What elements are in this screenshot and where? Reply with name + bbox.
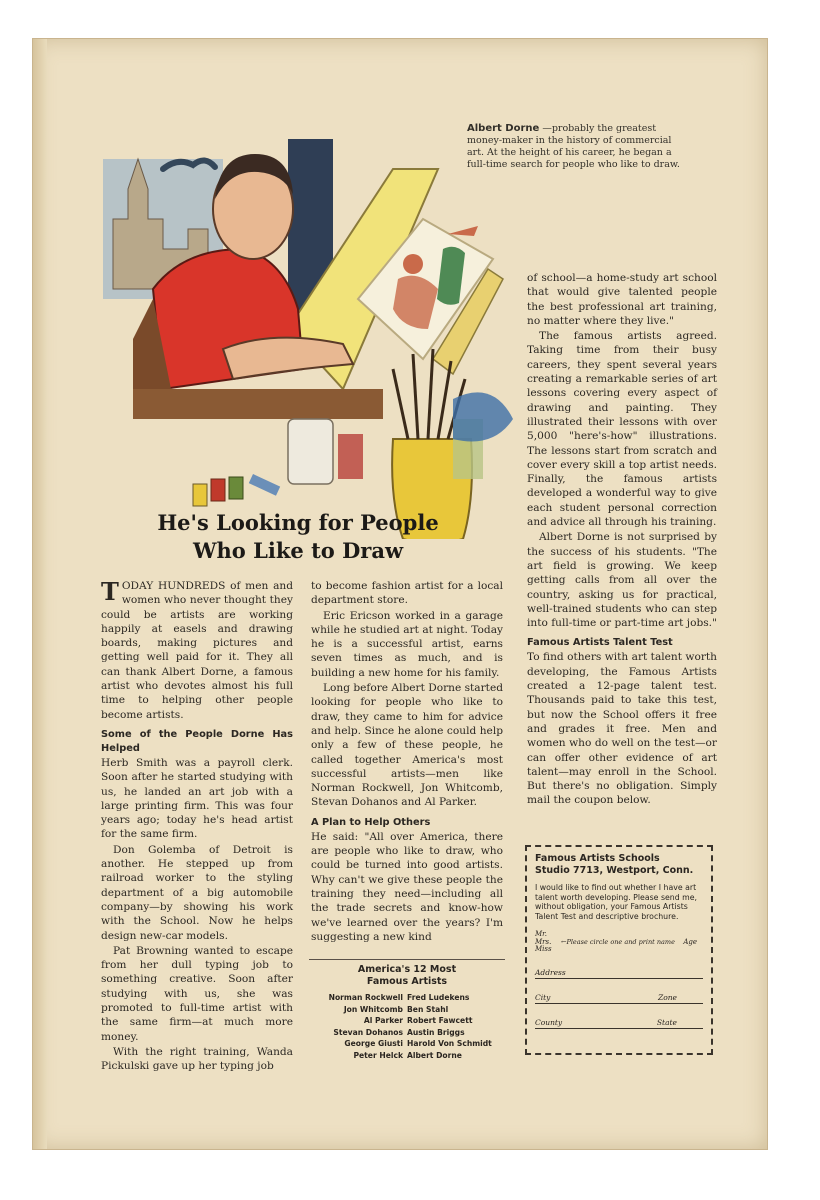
artists-list-title-1: America's 12 Most	[357, 964, 457, 975]
paragraph: Eric Ericson worked in a garage while he studied art at night. Today he is a successful artist, earns seven times as much, and is building a new home for his family.	[311, 609, 503, 679]
illustration-caption	[467, 123, 687, 171]
divider	[309, 959, 505, 960]
mrs-option[interactable]: Mrs.	[535, 937, 552, 946]
coupon-body: I would like to find out whether I have art talent worth developing. Please send me, without obligation, your Famous Artists Talent Test and descriptive brochure.	[535, 883, 698, 921]
paragraph: To find others with art talent worth developing, the Famous Artists created a 12-page talent test. Thousands paid to take this test, but now the School offers it free and grades it free. Men and women who do well on the test—or can offer other evidence of art talent—may enroll in the School. But there's no obligation. Simply mail the coupon below.	[527, 651, 717, 807]
artist-name: Albert Dorne	[407, 1050, 462, 1060]
paragraph: to become fashion artist for a local department store.	[311, 580, 503, 607]
county-state-field[interactable]	[535, 1018, 703, 1029]
headline	[123, 509, 473, 565]
artist-name: Fred Ludekens	[407, 993, 470, 1002]
paragraph: With the right training, Wanda Pickulski gave up her typing job	[101, 1045, 293, 1073]
artist-illustration-icon	[93, 99, 513, 539]
paragraph: Long before Albert Dorne started looking for people who like to draw, they came to him for advice and help. Since he alone could help only a few of these people, he called together America's most successful artists—men like Norman Rockwell, Jon Whitcomb, Stevan Dohanos and Al Parker.	[311, 682, 503, 809]
artist-name: Austin Briggs	[407, 1027, 465, 1037]
age-label: Age	[683, 938, 697, 946]
coupon-title-1: Famous Artists Schools	[535, 853, 660, 864]
article-column-3	[527, 271, 717, 809]
intro-text: ODAY HUNDREDS of men and women who never thought they could be artists are working happily at easels and drawing boards, making pictures and getting well paid for it. They all can thank Albert Dorne, a famous artist who devotes almost his full time to helping other people become artists.	[101, 580, 293, 721]
artist-name: Norman Rockwell	[328, 993, 403, 1002]
article-column-1	[101, 579, 293, 1075]
miss-option[interactable]: Miss	[535, 945, 552, 953]
drop-cap: T	[101, 577, 119, 606]
paragraph: Don Golemba of Detroit is another. He stepped up from railroad worker to the styling department of a big automobile company—by showing his work with the School. Now he helps design new-car models.	[101, 843, 293, 942]
artist-name: Ben Stahl	[407, 1004, 449, 1014]
comic-back-cover	[32, 38, 768, 1150]
artist-row	[309, 1038, 505, 1050]
artists-list-title-2: Famous Artists	[366, 976, 448, 987]
paragraph: Herb Smith was a payroll clerk. Soon after he started studying with us, he landed an art job with a large printing firm. This was four years ago; today he's head artist for the same firm.	[101, 756, 293, 841]
mail-coupon[interactable]	[525, 845, 713, 1055]
state-label: State	[656, 1017, 677, 1027]
artist-row	[309, 1015, 505, 1027]
zone-label: Zone	[658, 992, 677, 1002]
artist-row	[309, 1004, 505, 1016]
artist-row	[309, 1027, 505, 1039]
artist-name: Robert Fawcett	[407, 1016, 473, 1025]
address-field[interactable]	[535, 968, 703, 979]
artist-name: Jon Whitcomb	[343, 1004, 403, 1014]
subhead-talent-test: Famous Artists Talent Test	[527, 637, 673, 649]
artists-table	[309, 992, 505, 1061]
intro-paragraph	[101, 579, 293, 722]
paragraph: He said: "All over America, there are people who like to draw, who could be turned into good artists. Why can't we give these people the training they need—including all the trade secrets and know-how we've learned over the years? I'm suggesting a new kind	[311, 830, 503, 943]
paragraph: The famous artists agreed. Taking time from their busy careers, they spent several years creating a remarkable series of art lessons covering every aspect of drawing and painting. They illustrated their lessons with over 5,000 "here's-how" illustrations. The lessons start from scratch and cover every skill a top artist needs. Finally, the famous artists developed a wonderful way to give each student personal correction and advice all through his training.	[527, 330, 717, 529]
headline-line-2: Who Like to Draw	[192, 538, 404, 563]
county-label: County	[535, 1017, 563, 1027]
article-column-2	[311, 579, 503, 945]
artist-name: George Giusti	[344, 1039, 403, 1048]
artist-name: Al Parker	[363, 1016, 403, 1025]
caption-text: —probably the greatest money-maker in the history of commercial art. At the height of his career, he began a full-time search for people who like to draw.	[467, 123, 680, 170]
paragraph: of school—a home-study art school that would give talented people the best professional art training, no matter where they live."	[527, 272, 717, 327]
circle-hint: ←Please circle one and print name	[561, 938, 675, 946]
artist-row	[309, 1050, 505, 1062]
address-label: Address	[535, 967, 566, 977]
artist-name: Stevan Dohanos	[333, 1027, 403, 1037]
coupon-title-2: Studio 7713, Westport, Conn.	[535, 865, 694, 876]
caption-name: Albert Dorne	[467, 123, 540, 134]
artist-name: Peter Helck	[353, 1050, 403, 1060]
city-zone-field[interactable]	[535, 993, 703, 1004]
headline-line-1: He's Looking for People	[157, 510, 439, 535]
paragraph: Albert Dorne is not surprised by the success of his students. "The art field is growing. We keep getting calls from all over the country, asking us for practical, well-trained students who can step into full-time or part-time art jobs."	[527, 531, 717, 630]
paragraph: Pat Browning wanted to escape from her dull typing job to something creative. Soon after studying with us, she was promoted to full-time artist with the same firm—at much more money.	[101, 944, 293, 1043]
city-label: City	[535, 992, 551, 1002]
artist-row	[309, 992, 505, 1004]
mr-option[interactable]: Mr.	[535, 930, 547, 938]
subhead-people-helped: Some of the People Dorne Has Helped	[101, 728, 293, 754]
name-field[interactable]	[535, 931, 703, 954]
famous-artists-list	[309, 959, 505, 1061]
subhead-plan: A Plan to Help Others	[311, 816, 431, 828]
artist-name: Harold Von Schmidt	[407, 1039, 492, 1048]
